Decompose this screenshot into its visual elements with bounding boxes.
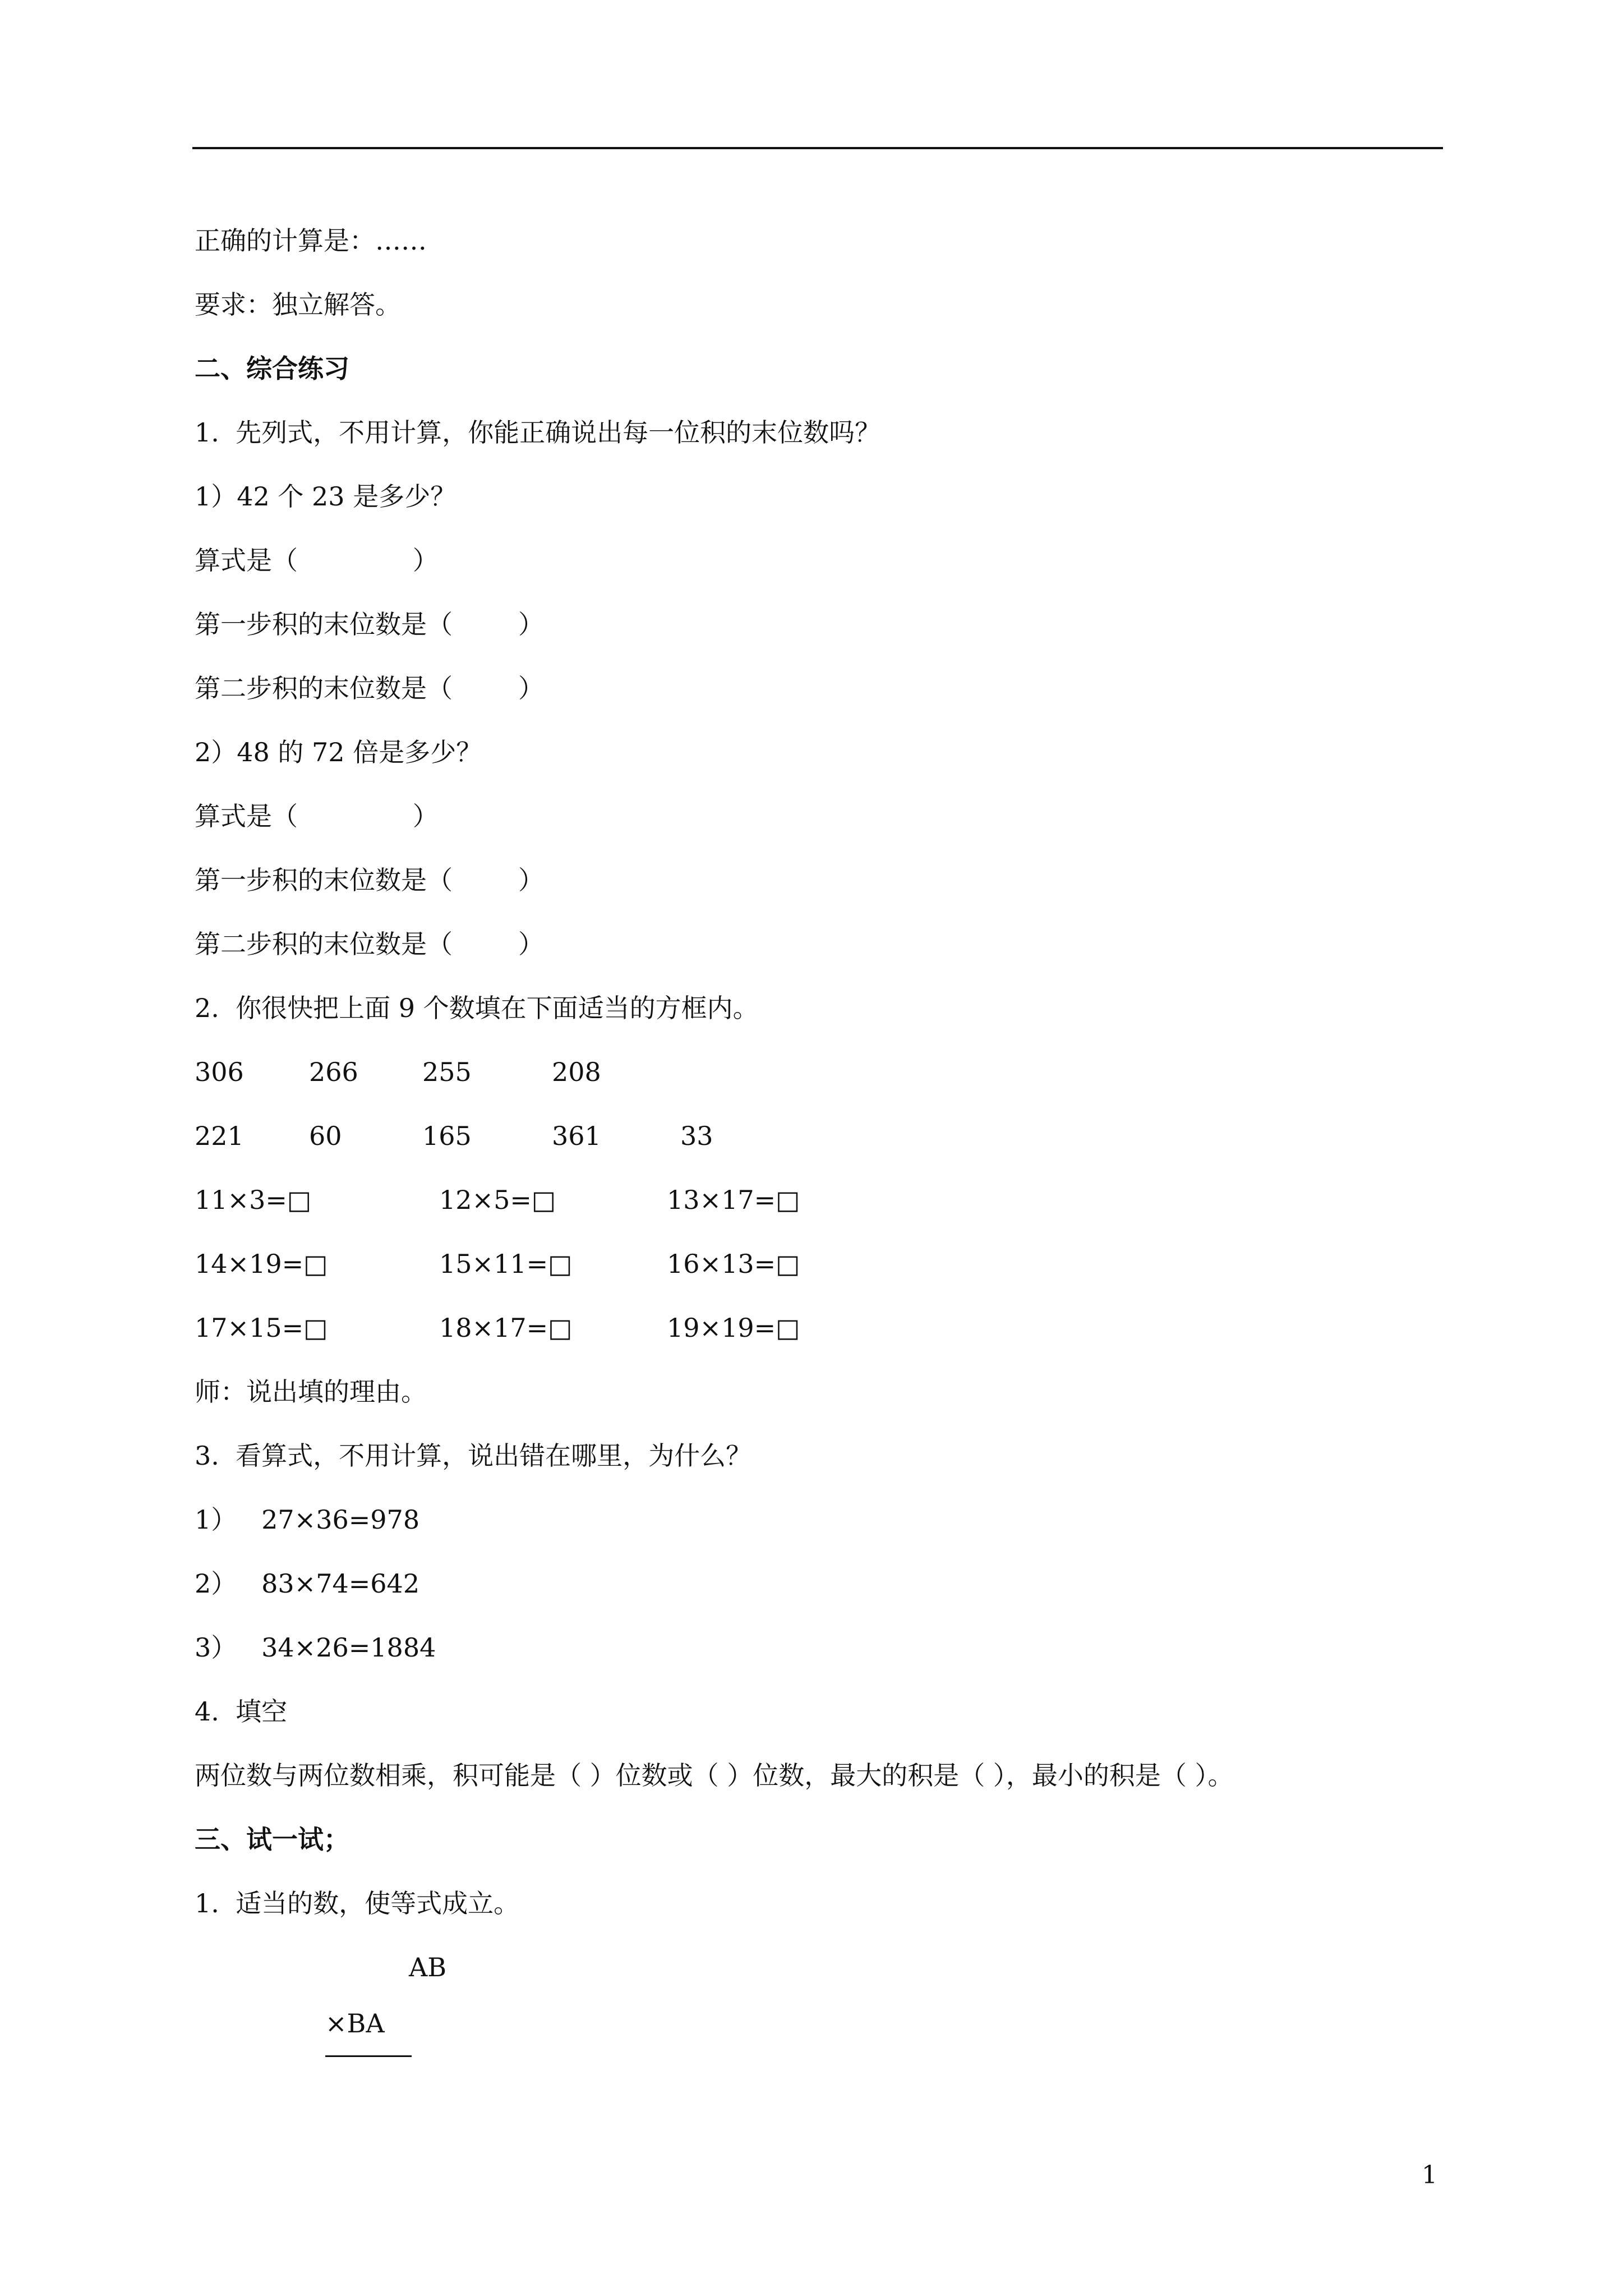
page-number: 1 bbox=[1422, 2161, 1437, 2189]
number-row-2 bbox=[195, 1104, 1451, 1168]
number-cell: 33 bbox=[680, 1121, 713, 1151]
question-1-1-step1: 第一步积的末位数是（ ） bbox=[195, 609, 544, 639]
equation: 14×19=□ bbox=[195, 1249, 328, 1279]
equation: 13×17=□ bbox=[667, 1185, 800, 1215]
number-cell: 208 bbox=[552, 1057, 601, 1087]
question-3-title: 3. 看算式，不用计算，说出错在哪里，为什么？ bbox=[195, 1441, 752, 1471]
equation-row-2 bbox=[195, 1232, 1451, 1296]
document-body bbox=[195, 209, 1451, 2047]
multiplier-with-rule: ×BA bbox=[325, 1991, 412, 2057]
intro-correct-line: 正确的计算是：…… bbox=[195, 226, 427, 256]
number-cell: 221 bbox=[195, 1121, 244, 1151]
number-cell: 361 bbox=[552, 1121, 601, 1151]
question-4-text: 两位数与两位数相乘，积可能是（ ）位数或（ ）位数，最大的积是（ ），最小的积是（ ）。 bbox=[195, 1760, 1234, 1791]
question-1-1-title: 1）42 个 23 是多少？ bbox=[195, 481, 457, 512]
teacher-line: 师：说出填的理由。 bbox=[195, 1377, 427, 1407]
multiplicand: AB bbox=[409, 1952, 447, 1982]
question-1-title: 1. 先列式，不用计算，你能正确说出每一位积的末位数吗？ bbox=[195, 417, 881, 448]
question-1-1-formula: 算式是（ ） bbox=[195, 545, 439, 576]
equation: 16×13=□ bbox=[667, 1249, 800, 1279]
number-cell: 165 bbox=[422, 1121, 472, 1151]
equation: 19×19=□ bbox=[667, 1313, 800, 1343]
vertical-multiplication bbox=[195, 1935, 1451, 2047]
equation-row-3 bbox=[195, 1296, 1451, 1360]
number-cell: 60 bbox=[309, 1121, 342, 1151]
intro-requirement-line: 要求：独立解答。 bbox=[195, 289, 401, 320]
number-cell: 255 bbox=[422, 1057, 472, 1087]
section-2-heading: 二、综合练习 bbox=[195, 353, 349, 384]
question-1-2-title: 2）48 的 72 倍是多少？ bbox=[195, 737, 482, 767]
question-1-2-step2: 第二步积的末位数是（ ） bbox=[195, 929, 544, 959]
equation: 18×17=□ bbox=[439, 1313, 573, 1343]
question-2-title: 2. 你很快把上面 9 个数填在下面适当的方框内。 bbox=[195, 993, 759, 1023]
question-3-2: 2） 83×74=642 bbox=[195, 1568, 420, 1599]
question-1-2-step1: 第一步积的末位数是（ ） bbox=[195, 865, 544, 895]
equation: 17×15=□ bbox=[195, 1313, 328, 1343]
section-3-heading: 三、试一试； bbox=[195, 1824, 349, 1855]
section-3-question-1-title: 1. 适当的数，使等式成立。 bbox=[195, 1888, 520, 1918]
equation-row-1 bbox=[195, 1168, 1451, 1232]
question-1-2-formula: 算式是（ ） bbox=[195, 801, 439, 831]
equation: 11×3=□ bbox=[195, 1185, 312, 1215]
question-4-title: 4. 填空 bbox=[195, 1696, 288, 1727]
header-rule bbox=[192, 147, 1443, 149]
equation: 15×11=□ bbox=[439, 1249, 573, 1279]
question-1-1-step2: 第二步积的末位数是（ ） bbox=[195, 673, 544, 703]
equation: 12×5=□ bbox=[439, 1185, 556, 1215]
number-cell: 306 bbox=[195, 1057, 244, 1087]
number-cell: 266 bbox=[309, 1057, 358, 1087]
number-row-1 bbox=[195, 1040, 1451, 1104]
question-3-1: 1） 27×36=978 bbox=[195, 1504, 420, 1535]
question-3-3: 3） 34×26=1884 bbox=[195, 1632, 436, 1663]
